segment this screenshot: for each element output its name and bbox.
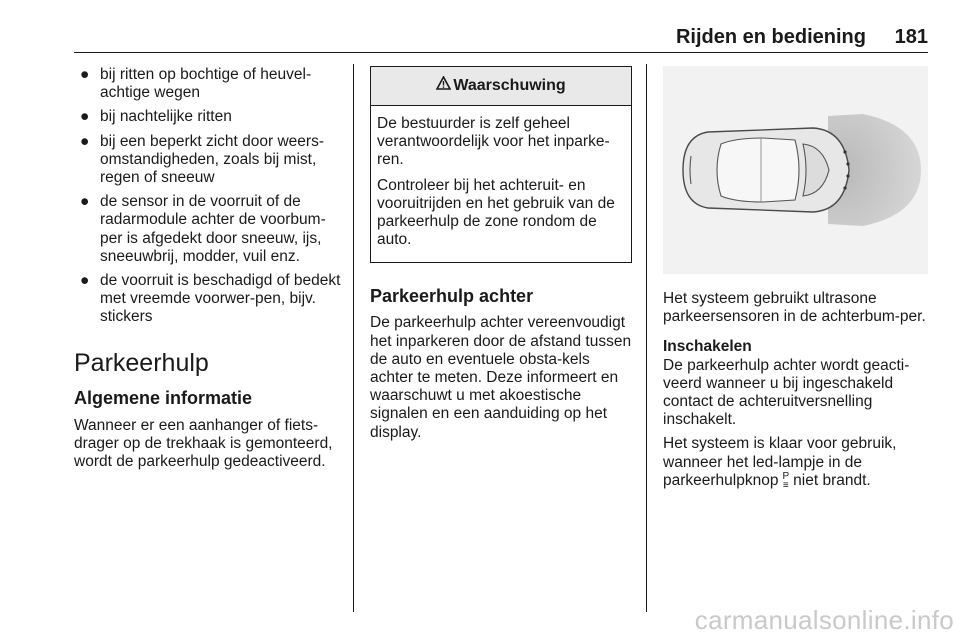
watermark: carmanualsonline.info bbox=[694, 605, 954, 635]
page-number: 181 bbox=[894, 26, 928, 48]
list-item: ● bij nachtelijke ritten bbox=[80, 108, 232, 126]
subheading-inschakelen: Inschakelen bbox=[663, 338, 752, 356]
car-sensor-illustration bbox=[663, 66, 928, 274]
list-item: ● de sensor in de voorruit of de radarmodule achter de voorbum-per is afgedekt door sneeuw, ijs, sneeuwbrij, modder, vuil enz. bbox=[80, 193, 326, 265]
paragraph: Het systeem gebruikt ultrasone parkeersensoren in de achterbum-per. bbox=[663, 290, 926, 326]
section-heading: Algemene informatie bbox=[74, 387, 253, 408]
warning-text: Controleer bij het achteruit- en vooruitrijden en het gebruik van de parkeerhulp de zone rondom de auto. bbox=[377, 176, 615, 249]
column-divider bbox=[353, 64, 354, 612]
bullet-icon: ● bbox=[80, 66, 90, 83]
column-right bbox=[663, 66, 928, 496]
warning-box bbox=[370, 66, 632, 263]
section-heading: Parkeerhulp achter bbox=[370, 286, 534, 307]
paragraph: De parkeerhulp achter vereenvoudigt het inparkeren door de afstand tussen de auto en eventuele obsta-kels achter te meten. Deze informeert en waarschuwt u met akoestische signalen en een aanduiding op het display. bbox=[370, 314, 632, 441]
column-middle bbox=[370, 66, 632, 448]
bullet-icon: ● bbox=[80, 272, 90, 290]
bullet-icon: ● bbox=[80, 108, 90, 126]
paragraph: De parkeerhulp achter wordt geacti-veerd wanneer u bij ingeschakeld contact de achteruitversnelling inschakelt. bbox=[663, 356, 910, 429]
paragraph: Het systeem is klaar voor gebruik, wanneer het led-lampje in de parkeerhulpknop P ≡ niet brandt. bbox=[663, 435, 897, 491]
bullet-icon: ● bbox=[80, 132, 90, 150]
condition-list bbox=[74, 66, 342, 327]
warning-title: Waarschuwing bbox=[453, 76, 566, 94]
warning-icon bbox=[436, 76, 451, 95]
column-left bbox=[74, 66, 342, 477]
page-header bbox=[74, 26, 928, 53]
warning-header bbox=[371, 67, 631, 106]
warning-text: De bestuurder is zelf geheel verantwoordelijk voor het inparke-ren. bbox=[377, 115, 610, 169]
bullet-icon: ● bbox=[80, 193, 90, 211]
list-item: ● bij een beperkt zicht door weers-omstandigheden, zoals bij mist, regen of sneeuw bbox=[80, 132, 325, 187]
list-item: ● de voorruit is beschadigd of bedekt met vreemde voorwer-pen, bijv. stickers bbox=[80, 272, 341, 326]
chapter-title: Parkeerhulp bbox=[74, 348, 209, 377]
column-divider bbox=[646, 64, 647, 612]
paragraph: Wanneer er een aanhanger of fiets-drager op de trekhaak is gemonteerd, wordt de parkeerhulp gedeactiveerd. bbox=[74, 416, 333, 471]
parking-button-icon: P ≡ bbox=[782, 470, 790, 491]
warning-body bbox=[371, 106, 631, 262]
section-title: Rijden en bediening bbox=[675, 26, 866, 48]
list-item: ● bij ritten op bochtige of heuvel-achtige wegen bbox=[80, 66, 312, 102]
